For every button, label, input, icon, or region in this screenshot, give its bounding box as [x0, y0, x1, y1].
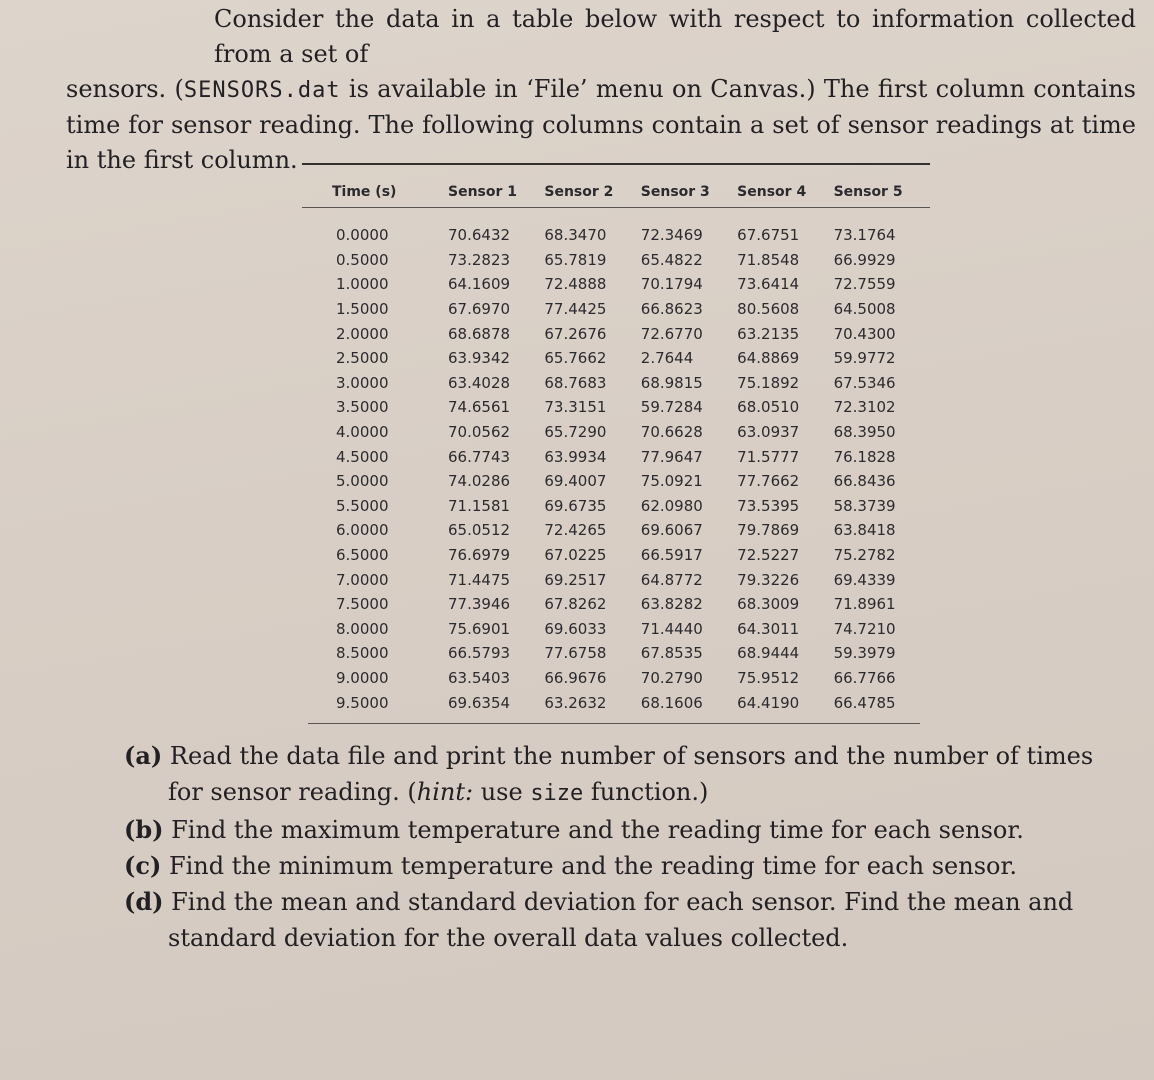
sensor-1-cell: 68.6878 [448, 324, 511, 343]
sensor-4-cell: 68.0510 [737, 398, 800, 417]
sensor-5-cell: 72.3102 [833, 398, 896, 417]
sensor-3-cell: 70.1794 [640, 275, 703, 294]
sensor-table [302, 173, 930, 715]
table-row [302, 211, 930, 248]
question-a-hint: hint: [416, 778, 474, 806]
table-row [302, 321, 930, 346]
sensor-5-cell: 66.8436 [833, 472, 896, 491]
table-body [302, 211, 930, 715]
sensor-1-cell: 74.6561 [448, 398, 511, 417]
sensor-2-cell: 65.7819 [544, 250, 607, 269]
table-row [302, 272, 930, 297]
sensor-5-cell: 68.3950 [833, 423, 896, 442]
question-d-text: Find the mean and standard deviation for each sensor. Find the mean and standard deviation for the overall data values collected. [163, 888, 1074, 952]
intro-paragraph [66, 2, 1136, 178]
question-a-text-1: Read the data file and print the number of sensors and the number of times for sensor reading. ( [162, 742, 1094, 806]
sensor-3-cell: 70.6628 [640, 423, 703, 442]
sensor-2-cell: 67.2676 [544, 324, 607, 343]
sensor-4-cell: 64.8869 [737, 349, 800, 368]
time-cell: 2.5000 [336, 349, 389, 368]
sensor-5-cell: 69.4339 [833, 570, 896, 589]
sensor-1-cell: 75.6901 [448, 619, 511, 638]
header-sensor-3: Sensor 3 [640, 184, 710, 200]
sensor-2-cell: 67.8262 [544, 595, 607, 614]
sensor-1-cell: 65.0512 [448, 521, 511, 540]
sensor-2-cell: 73.3151 [544, 398, 607, 417]
sensor-2-cell: 72.4265 [544, 521, 607, 540]
sensor-5-cell: 59.9772 [833, 349, 896, 368]
time-cell: 3.5000 [336, 398, 389, 417]
time-cell: 4.0000 [336, 423, 389, 442]
question-b [124, 812, 1124, 848]
sensor-4-cell: 64.3011 [737, 619, 800, 638]
sensor-2-cell: 63.9934 [544, 447, 607, 466]
sensor-3-cell: 63.8282 [640, 595, 703, 614]
sensor-2-cell: 63.2632 [544, 693, 607, 712]
sensor-3-cell: 62.0980 [640, 496, 703, 515]
sensor-4-cell: 73.6414 [737, 275, 800, 294]
question-d [124, 884, 1124, 956]
sensor-1-cell: 66.7743 [448, 447, 511, 466]
question-c [124, 848, 1124, 884]
header-sensor-5: Sensor 5 [833, 184, 903, 200]
time-cell: 6.0000 [336, 521, 389, 540]
sensor-5-cell: 66.4785 [833, 693, 896, 712]
time-cell: 8.0000 [336, 619, 389, 638]
sensor-3-cell: 69.6067 [640, 521, 703, 540]
header-sensor-4: Sensor 4 [737, 184, 807, 200]
sensor-5-cell: 67.5346 [833, 373, 896, 392]
sensor-4-cell: 63.0937 [737, 423, 800, 442]
table-row [302, 666, 930, 691]
header-time: Time (s) [332, 184, 397, 200]
sensor-4-cell: 71.5777 [737, 447, 800, 466]
sensor-4-cell: 79.3226 [737, 570, 800, 589]
sensor-3-cell: 77.9647 [640, 447, 703, 466]
table-row [302, 641, 930, 666]
sensor-3-cell: 66.5917 [640, 546, 703, 565]
sensor-4-cell: 68.3009 [737, 595, 800, 614]
sensor-3-cell: 72.3469 [640, 226, 703, 245]
intro-line-1: Consider the data in a table below with respect to information collected from a set of [214, 5, 1136, 68]
time-cell: 1.0000 [336, 275, 389, 294]
sensor-1-cell: 63.5403 [448, 668, 511, 687]
table-bottom-rule [308, 723, 920, 724]
sensor-4-cell: 72.5227 [737, 546, 800, 565]
time-cell: 6.5000 [336, 546, 389, 565]
intro-line-3: for sensor reading. The following columns contain a set of sensor readings at time in the first [66, 111, 1136, 174]
time-cell: 9.5000 [336, 693, 389, 712]
question-b-text: Find the maximum temperature and the reading time for each sensor. [163, 816, 1024, 844]
question-b-label: (b) [124, 815, 164, 844]
sensor-2-cell: 68.7683 [544, 373, 607, 392]
sensor-2-cell: 67.0225 [544, 546, 607, 565]
sensor-5-cell: 58.3739 [833, 496, 896, 515]
question-a-code: size [530, 781, 584, 806]
sensor-4-cell: 80.5608 [737, 300, 800, 319]
table-top-rule [302, 163, 930, 165]
table-row [302, 395, 930, 420]
sensor-3-cell: 71.4440 [640, 619, 703, 638]
sensor-2-cell: 65.7290 [544, 423, 607, 442]
sensor-5-cell: 73.1764 [833, 226, 896, 245]
time-cell: 7.0000 [336, 570, 389, 589]
time-cell: 8.5000 [336, 644, 389, 663]
table-row [302, 567, 930, 592]
question-a [124, 738, 1124, 812]
sensor-2-cell: 69.2517 [544, 570, 607, 589]
table-row [302, 371, 930, 396]
sensor-5-cell: 66.7766 [833, 668, 896, 687]
sensor-2-cell: 72.4888 [544, 275, 607, 294]
sensor-2-cell: 69.6735 [544, 496, 607, 515]
time-cell: 5.5000 [336, 496, 389, 515]
sensor-2-cell: 77.4425 [544, 300, 607, 319]
sensor-1-cell: 70.0562 [448, 423, 511, 442]
time-cell: 0.0000 [336, 226, 389, 245]
sensor-3-cell: 2.7644 [640, 349, 694, 368]
table-row [302, 420, 930, 445]
sensor-4-cell: 71.8548 [737, 250, 800, 269]
sensor-4-cell: 75.1892 [737, 373, 800, 392]
time-cell: 7.5000 [336, 595, 389, 614]
sensor-4-cell: 79.7869 [737, 521, 800, 540]
sensor-3-cell: 64.8772 [640, 570, 703, 589]
table-row [302, 543, 930, 568]
sensor-4-cell: 63.2135 [737, 324, 800, 343]
sensor-3-cell: 75.0921 [640, 472, 703, 491]
question-a-label: (a) [124, 741, 163, 770]
sensor-1-cell: 71.4475 [448, 570, 511, 589]
sensor-1-cell: 67.6970 [448, 300, 511, 319]
table-row [302, 297, 930, 322]
sensor-5-cell: 76.1828 [833, 447, 896, 466]
time-cell: 4.5000 [336, 447, 389, 466]
sensor-3-cell: 70.2790 [640, 668, 703, 687]
sensor-5-cell: 59.3979 [833, 644, 896, 663]
question-d-label: (d) [124, 887, 164, 916]
sensor-2-cell: 77.6758 [544, 644, 607, 663]
sensor-4-cell: 67.6751 [737, 226, 800, 245]
sensor-1-cell: 63.4028 [448, 373, 511, 392]
time-cell: 5.0000 [336, 472, 389, 491]
sensor-1-cell: 66.5793 [448, 644, 511, 663]
sensor-3-cell: 65.4822 [640, 250, 703, 269]
sensor-4-cell: 75.9512 [737, 668, 800, 687]
sensor-5-cell: 75.2782 [833, 546, 896, 565]
intro-line-2-end: is available in ‘File’ menu on Canvas.) The first column contains time [66, 75, 1136, 139]
sensor-3-cell: 67.8535 [640, 644, 703, 663]
intro-line-2-start: sensors. ( [66, 75, 184, 103]
table-row [302, 444, 930, 469]
sensor-5-cell: 71.8961 [833, 595, 896, 614]
sensor-2-cell: 68.3470 [544, 226, 607, 245]
sensor-4-cell: 77.7662 [737, 472, 800, 491]
sensor-1-cell: 71.1581 [448, 496, 511, 515]
table-row [302, 617, 930, 642]
sensor-5-cell: 72.7559 [833, 275, 896, 294]
question-c-label: (c) [124, 851, 162, 880]
sensor-3-cell: 59.7284 [640, 398, 703, 417]
sensor-3-cell: 66.8623 [640, 300, 703, 319]
sensor-1-cell: 70.6432 [448, 226, 511, 245]
sensor-1-cell: 73.2823 [448, 250, 511, 269]
table-row [302, 469, 930, 494]
table-row [302, 518, 930, 543]
intro-filename: SENSORS.dat [183, 78, 341, 103]
sensor-5-cell: 63.8418 [833, 521, 896, 540]
question-c-text: Find the minimum temperature and the reading time for each sensor. [161, 852, 1017, 880]
table-row [302, 592, 930, 617]
sensor-4-cell: 68.9444 [737, 644, 800, 663]
question-a-text-2: use [473, 778, 531, 806]
time-cell: 1.5000 [336, 300, 389, 319]
sensor-1-cell: 64.1609 [448, 275, 511, 294]
questions-list [124, 738, 1124, 956]
time-cell: 0.5000 [336, 250, 389, 269]
header-sensor-1: Sensor 1 [448, 184, 518, 200]
sensor-3-cell: 72.6770 [640, 324, 703, 343]
sensor-2-cell: 69.4007 [544, 472, 607, 491]
sensor-2-cell: 65.7662 [544, 349, 607, 368]
time-cell: 9.0000 [336, 668, 389, 687]
time-cell: 2.0000 [336, 324, 389, 343]
table-row [302, 248, 930, 273]
table-header-row [302, 173, 930, 211]
sensor-5-cell: 66.9929 [833, 250, 896, 269]
header-sensor-2: Sensor 2 [544, 184, 614, 200]
sensor-3-cell: 68.1606 [640, 693, 703, 712]
sensor-1-cell: 69.6354 [448, 693, 511, 712]
sensor-4-cell: 64.4190 [737, 693, 800, 712]
sensor-5-cell: 70.4300 [833, 324, 896, 343]
time-cell: 3.0000 [336, 373, 389, 392]
table-row [302, 690, 930, 715]
question-a-text-3: function.) [583, 778, 709, 806]
sensor-5-cell: 74.7210 [833, 619, 896, 638]
sensor-2-cell: 69.6033 [544, 619, 607, 638]
sensor-4-cell: 73.5395 [737, 496, 800, 515]
sensor-1-cell: 63.9342 [448, 349, 511, 368]
sensor-1-cell: 77.3946 [448, 595, 511, 614]
sensor-1-cell: 76.6979 [448, 546, 511, 565]
sensor-5-cell: 64.5008 [833, 300, 896, 319]
table-row [302, 494, 930, 519]
sensor-3-cell: 68.9815 [640, 373, 703, 392]
sensor-2-cell: 66.9676 [544, 668, 607, 687]
intro-line-4: column. [200, 146, 298, 174]
table-row [302, 346, 930, 371]
sensor-1-cell: 74.0286 [448, 472, 511, 491]
